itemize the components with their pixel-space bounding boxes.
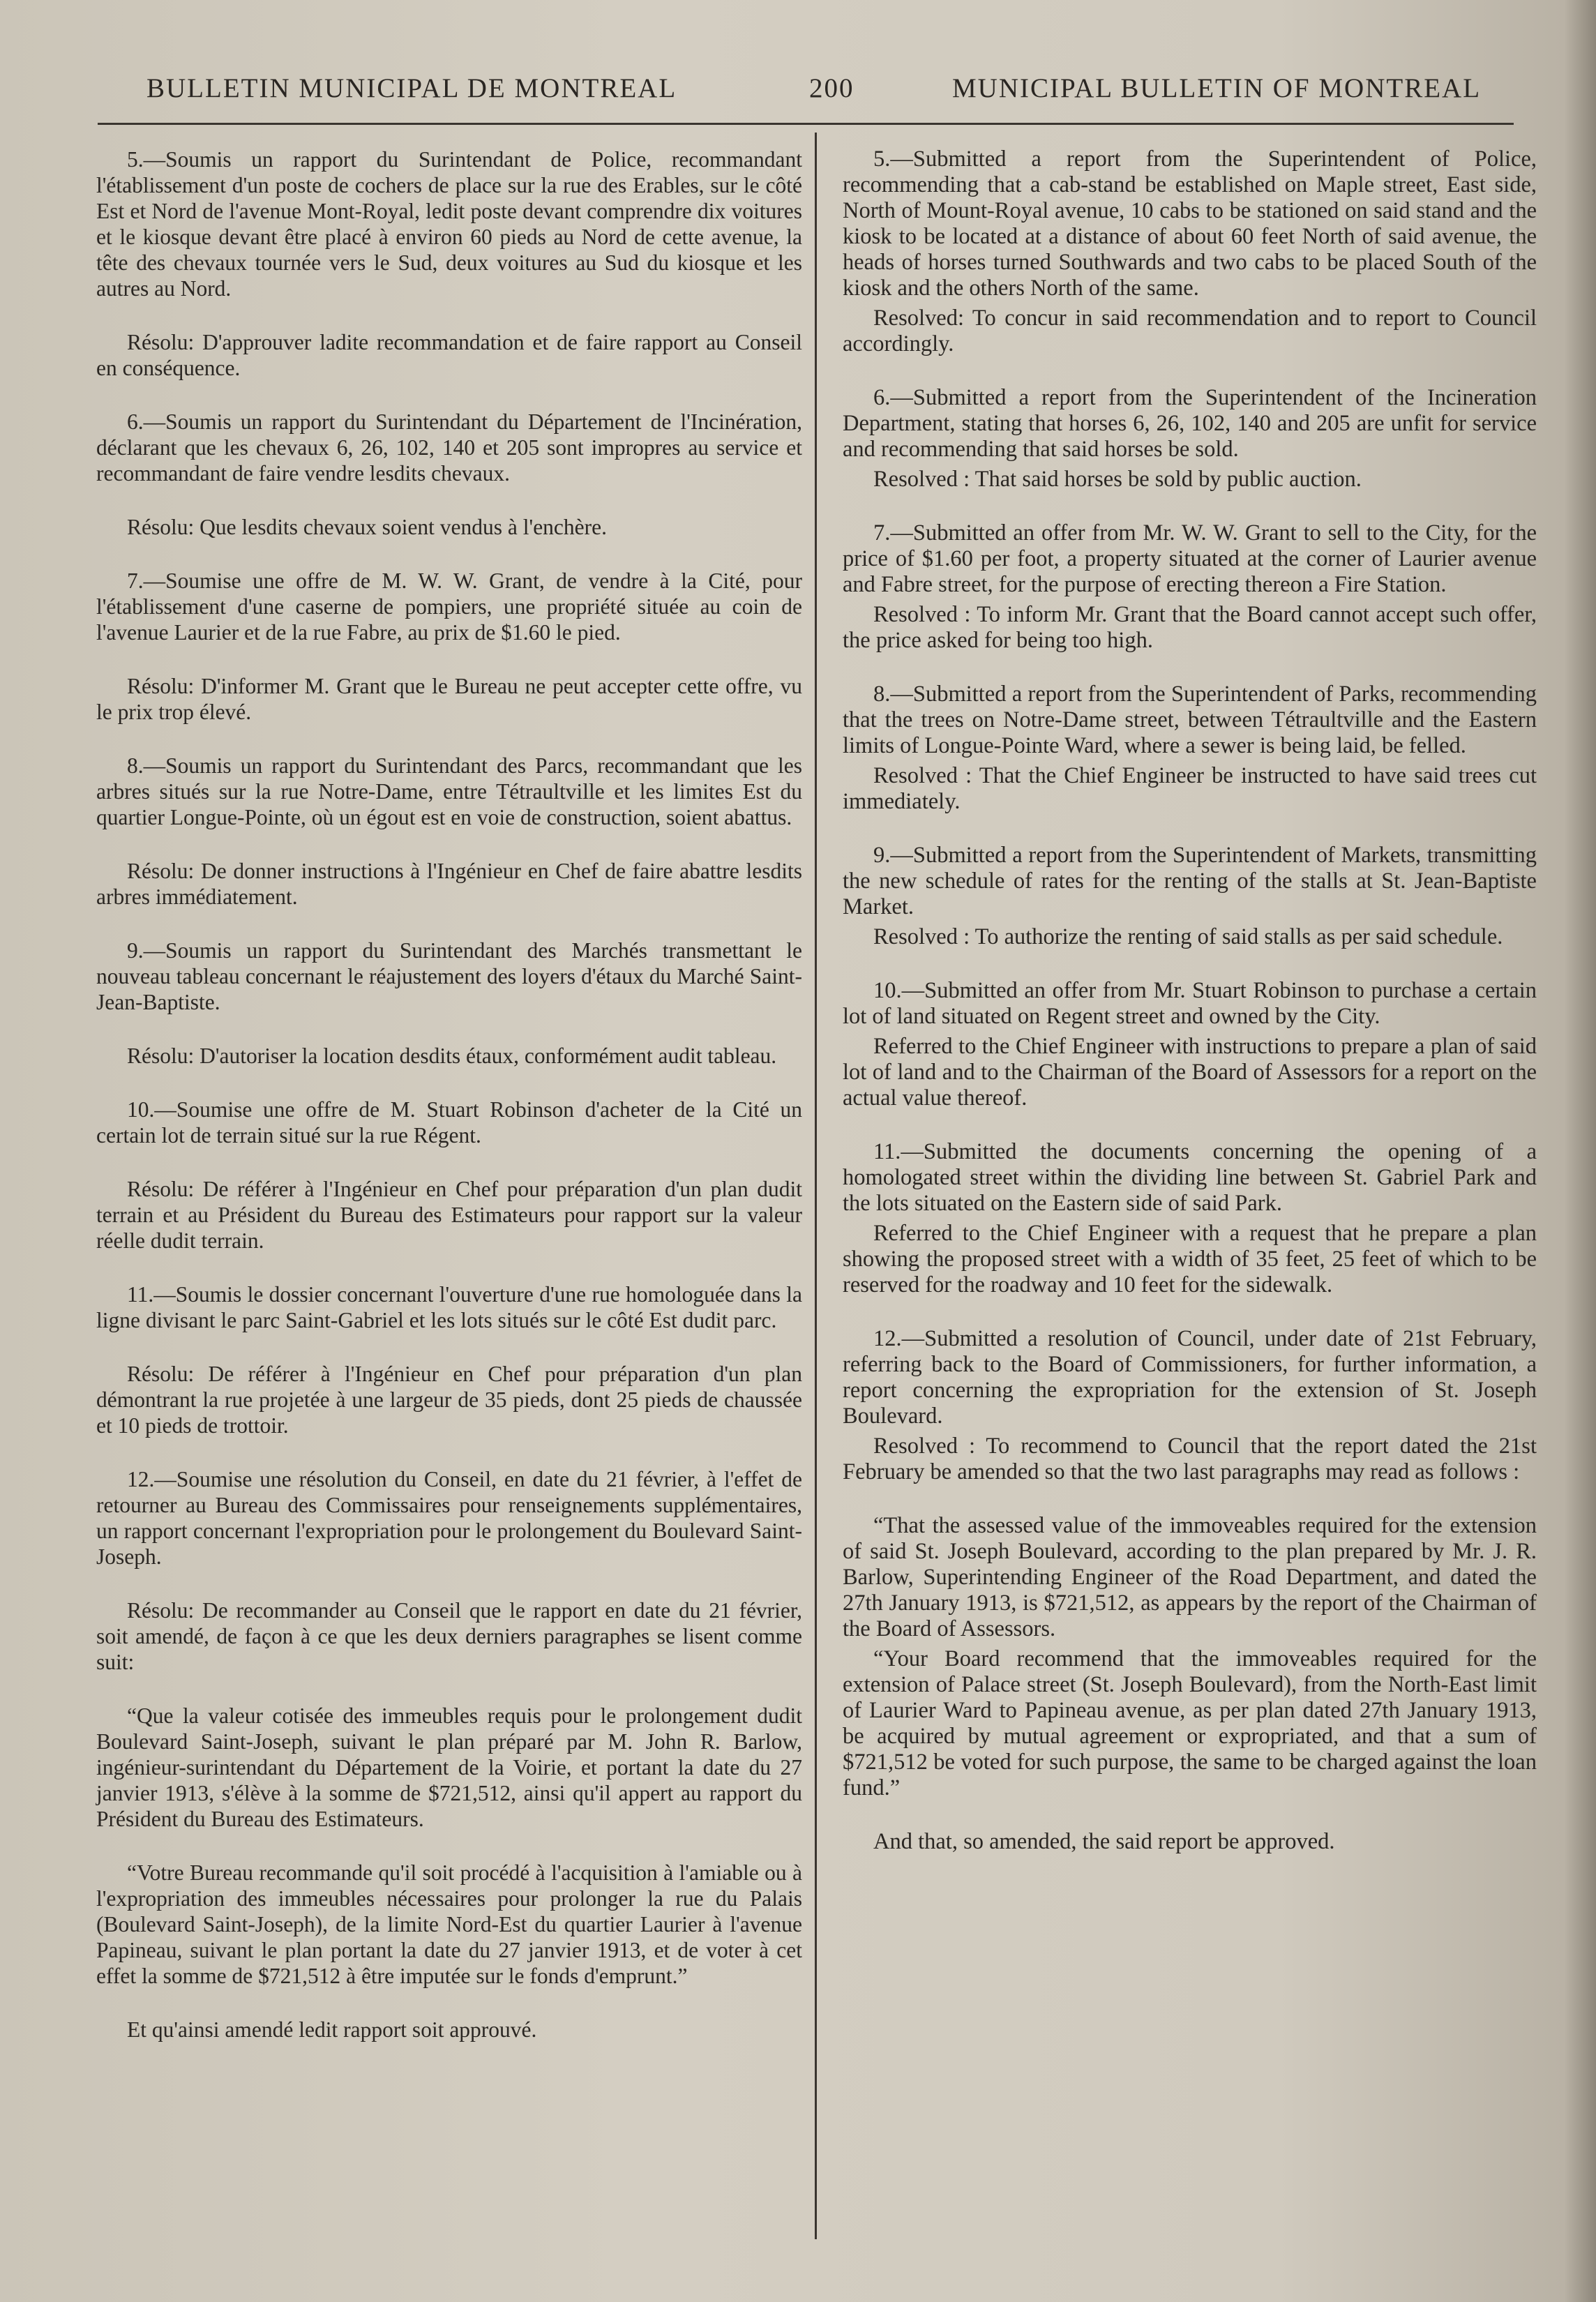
- fr-resolution-10: Résolu: De référer à l'Ingénieur en Chef pour préparation d'un plan dudit terrain et au Président du Bureau des Estimateurs pour rapport sur la valeur réelle dudit terrain.: [96, 1177, 802, 1253]
- en-item-12: 12.—Submitted a resolution of Council, under date of 21st February, referring back to the Board of Commissioners, for further information, a report concerning the expropriation for the extension of St. Joseph Boulevard.: [843, 1326, 1537, 1429]
- header-french-title: BULLETIN MUNICIPAL DE MONTREAL: [146, 73, 677, 103]
- en-resolution-10: Referred to the Chief Engineer with instructions to prepare a plan of said lot of land and to the Chairman of the Board of Assessors for a report on the actual value thereof.: [843, 1034, 1537, 1111]
- fr-quote-1: “Que la valeur cotisée des immeubles requis pour le prolongement dudit Boulevard Saint-Joseph, suivant le plan préparé par M. John R. Barlow, ingénieur-surintendant du Département de la Voirie, et portant la date du 27 janvier 1913, s'élève à la somme de $721,512, ainsi qu'il appert au rapport du Président du Bureau des Estimateurs.: [96, 1703, 802, 1831]
- fr-resolution-7: Résolu: D'informer M. Grant que le Bureau ne peut accepter cette offre, vu le prix trop élevé.: [96, 674, 802, 724]
- fr-quote-2: “Votre Bureau recommande qu'il soit procédé à l'acquisition à l'amiable ou à l'expropriation des immeubles nécessaires pour prolonger la rue du Palais (Boulevard Saint-Joseph), de la limite Nord-Est du quartier Laurier à l'avenue Papineau, suivant le plan portant la date du 27 janvier 1913, et de voter à cet effet la somme de $721,512 à être imputée sur le fonds d'emprunt.”: [96, 1860, 802, 1988]
- en-resolution-7: Resolved : To inform Mr. Grant that the Board cannot accept such offer, the price asked for being too high.: [843, 602, 1537, 653]
- fr-resolution-6: Résolu: Que lesdits chevaux soient vendus à l'enchère.: [127, 515, 607, 539]
- fr-resolution-11: Résolu: De référer à l'Ingénieur en Chef pour préparation d'un plan démontrant la rue projetée à une largeur de 35 pieds, dont 25 pieds de chaussée et 10 pieds de trottoir.: [96, 1362, 802, 1438]
- english-column: [843, 146, 1537, 1855]
- header-rule: [98, 123, 1514, 125]
- fr-resolution-5: Résolu: D'approuver ladite recommandation et de faire rapport au Conseil en conséquence.: [96, 330, 802, 380]
- fr-resolution-8: Résolu: De donner instructions à l'Ingénieur en Chef de faire abattre lesdits arbres immédiatement.: [96, 859, 802, 909]
- en-resolution-6: Resolved : That said horses be sold by public auction.: [873, 467, 1362, 492]
- en-item-6: 6.—Submitted a report from the Superintendent of the Incineration Department, stating that horses 6, 26, 102, 140 and 205 are unfit for service and recommending that said horses be sold.: [843, 385, 1537, 462]
- fr-resolution-12: Résolu: De recommander au Conseil que le rapport en date du 21 février, soit amendé, de façon à ce que les deux derniers paragraphes se lisent comme suit:: [96, 1598, 802, 1674]
- en-resolution-11: Referred to the Chief Engineer with a request that he prepare a plan showing the proposed street with a width of 35 feet, 25 feet of which to be reserved for the roadway and 10 feet for the sidewalk.: [843, 1221, 1537, 1297]
- en-quote-2: “Your Board recommend that the immoveables required for the extension of Palace street (St. Joseph Boulevard), from the North-East limit of Laurier Ward to Papineau avenue, as per plan dated 27th January 1913, be acquired by mutual agreement or expropriated, and that a sum of $721,512 be voted for such purpose, the same to be charged against the loan fund.”: [843, 1646, 1537, 1800]
- en-item-5: 5.—Submitted a report from the Superintendent of Police, recommending that a cab-stand be established on Maple street, East side, North of Mount-Royal avenue, 10 cabs to be stationed on said stand and the kiosk to be located at a distance of about 60 feet North of said avenue, the heads of horses turned Southwards and two cabs to be placed South of the kiosk and the others North of the same.: [843, 146, 1537, 301]
- page-header: [105, 73, 1514, 114]
- fr-item-10: 10.—Soumise une offre de M. Stuart Robinson d'acheter de la Cité un certain lot de terrain situé sur la rue Régent.: [96, 1097, 802, 1148]
- en-resolution-8: Resolved : That the Chief Engineer be instructed to have said trees cut immediately.: [843, 763, 1537, 814]
- en-resolution-12: Resolved : To recommend to Council that the report dated the 21st February be amended so that the two last paragraphs may read as follows :: [843, 1434, 1537, 1484]
- fr-item-7: 7.—Soumise une offre de M. W. W. Grant, de vendre à la Cité, pour l'établissement d'une caserne de pompiers, une propriété située au coin de l'avenue Laurier et de la rue Fabre, au prix de $1.60 le pied.: [96, 569, 802, 645]
- page-number: 200: [809, 73, 855, 103]
- en-closing: And that, so amended, the said report be approved.: [873, 1829, 1335, 1854]
- en-item-10: 10.—Submitted an offer from Mr. Stuart Robinson to purchase a certain lot of land situated on Regent street and owned by the City.: [843, 978, 1537, 1029]
- fr-item-5: 5.—Soumis un rapport du Surintendant de Police, recommandant l'établissement d'un poste de cochers de place sur la rue des Erables, sur le côté Est et Nord de l'avenue Mont-Royal, ledit poste devant comprendre dix voitures et le kiosque devant être placé à environ 60 pieds au Nord de cette avenue, la tête des chevaux tournée vers le Sud, deux voitures au Sud du kiosque et les autres au Nord.: [96, 147, 802, 301]
- fr-item-8: 8.—Soumis un rapport du Surintendant des Parcs, recommandant que les arbres situés sur la rue Notre-Dame, entre Tétraultville et les limites Est du quartier Longue-Pointe, où un égout est en voie de construction, soient abattus.: [96, 753, 802, 829]
- en-item-11: 11.—Submitted the documents concerning the opening of a homologated street within the dividing line between St. Gabriel Park and the lots situated on the Eastern side of said Park.: [843, 1139, 1537, 1216]
- fr-item-9: 9.—Soumis un rapport du Surintendant des Marchés transmettant le nouveau tableau concernant le réajustement des loyers d'étaux du Marché Saint-Jean-Baptiste.: [96, 938, 802, 1014]
- en-quote-1: “That the assessed value of the immoveables required for the extension of said St. Joseph Boulevard, according to the plan prepared by Mr. J. R. Barlow, Superintending Engineer of the Road Department, and dated the 27th January 1913, is $721,512, as appears by the report of the Chairman of the Board of Assessors.: [843, 1513, 1537, 1641]
- en-item-7: 7.—Submitted an offer from Mr. W. W. Grant to sell to the City, for the price of $1.60 per foot, a property situated at the corner of Laurier avenue and Fabre street, for the purpose of erecting thereon a Fire Station.: [843, 520, 1537, 597]
- en-item-8: 8.—Submitted a report from the Superintendent of Parks, recommending that the trees on Notre-Dame street, between Tétraultville and the Eastern limits of Longue-Pointe Ward, where a sewer is being laid, be felled.: [843, 682, 1537, 758]
- en-item-9: 9.—Submitted a report from the Superintendent of Markets, transmitting the new schedule of rates for the renting of the stalls at St. Jean-Baptiste Market.: [843, 843, 1537, 919]
- french-column: [96, 146, 802, 2043]
- fr-closing: Et qu'ainsi amendé ledit rapport soit approuvé.: [127, 2017, 537, 2042]
- column-divider: [815, 133, 817, 2239]
- en-resolution-9: Resolved : To authorize the renting of said stalls as per said schedule.: [873, 924, 1503, 949]
- fr-resolution-9: Résolu: D'autoriser la location desdits étaux, conformément audit tableau.: [127, 1044, 777, 1068]
- header-english-title: MUNICIPAL BULLETIN OF MONTREAL: [952, 73, 1482, 103]
- fr-item-11: 11.—Soumis le dossier concernant l'ouverture d'une rue homologuée dans la ligne divisant le parc Saint-Gabriel et les lots situés sur le côté Est dudit parc.: [96, 1282, 802, 1332]
- fr-item-6: 6.—Soumis un rapport du Surintendant du Département de l'Incinération, déclarant que les chevaux 6, 26, 102, 140 et 205 sont impropres au service et recommandant de faire vendre lesdits chevaux.: [96, 409, 802, 486]
- fr-item-12: 12.—Soumise une résolution du Conseil, en date du 21 février, à l'effet de retourner au Bureau des Commissaires pour renseignements supplémentaires, un rapport concernant l'expropriation pour le prolongement du Boulevard Saint-Joseph.: [96, 1467, 802, 1569]
- en-resolution-5: Resolved: To concur in said recommendation and to report to Council accordingly.: [843, 306, 1537, 356]
